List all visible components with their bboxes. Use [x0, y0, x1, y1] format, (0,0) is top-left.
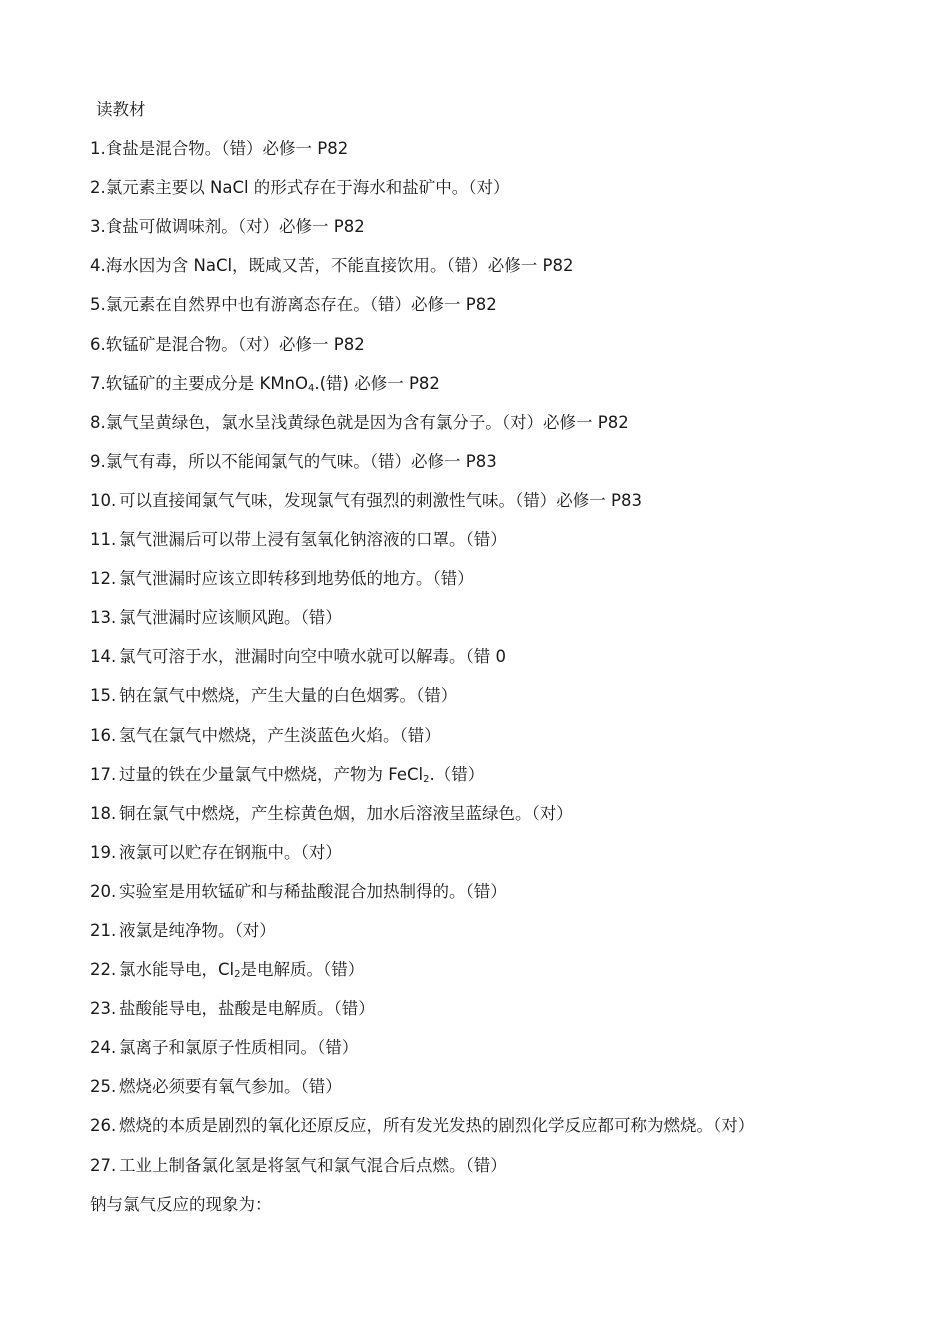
list-item: [90, 917, 910, 956]
item-text: 燃烧必须要有氧气参加。（错）: [119, 1077, 342, 1097]
list-item: [90, 761, 910, 800]
item-text: 氯气泄漏后可以带上浸有氢氧化钠溶液的口罩。（错）: [119, 530, 507, 550]
item-number: 9.: [90, 451, 106, 471]
item-text: 实验室是用软锰矿和与稀盐酸混合加热制得的。（错）: [119, 881, 507, 901]
item-text: 氯气可溶于水，泄漏时向空中喷水就可以解毒。（错 0: [119, 647, 506, 667]
item-number: 26.: [90, 1116, 117, 1136]
list-item: [90, 409, 910, 448]
section-heading: 读教材: [96, 100, 146, 119]
list-item: [90, 682, 910, 721]
item-number: 24.: [90, 1038, 117, 1058]
item-text-pre: 软锰矿的主要成分是 KMnO: [105, 373, 308, 393]
item-text-pre: 氯水能导电，Cl: [119, 960, 235, 980]
item-text: 液氯可以贮存在钢瓶中。（对）: [119, 842, 342, 862]
item-number: 16.: [90, 725, 117, 745]
item-text: 食盐可做调味剂。（对）必修一 P82: [105, 217, 365, 237]
list-item: [90, 487, 910, 526]
item-text-pre: 过量的铁在少量氯气中燃烧，产物为 FeCl: [119, 764, 424, 784]
list-item: [90, 213, 910, 252]
item-number: 8.: [90, 412, 106, 432]
item-text: 氯气有毒，所以不能闻氯气的气味。（错）必修一 P83: [105, 451, 497, 471]
item-number: 27.: [90, 1155, 117, 1175]
item-text-post: .（错）: [429, 764, 485, 784]
item-number: 11.: [90, 530, 117, 550]
item-text: 液氯是纯净物。（对）: [119, 920, 276, 940]
list-item: [90, 565, 910, 604]
item-number: 10.: [90, 490, 117, 510]
list-item: [90, 956, 910, 995]
item-text: 铜在氯气中燃烧，产生棕黄色烟，加水后溶液呈蓝绿色。（对）: [119, 803, 573, 823]
list-item: [90, 722, 910, 761]
item-number: 18.: [90, 803, 117, 823]
item-number: 22.: [90, 960, 117, 980]
list-item: [90, 604, 910, 643]
footer-text: 钠与氯气反应的现象为：: [90, 1194, 272, 1214]
item-number: 21.: [90, 920, 117, 940]
list-item: [90, 526, 910, 565]
item-text: 可以直接闻氯气气味，发现氯气有强烈的刺激性气味。（错）必修一 P83: [119, 490, 642, 510]
list-item: [90, 839, 910, 878]
list-item: [90, 252, 910, 291]
item-number: 6.: [90, 334, 106, 354]
item-number: 14.: [90, 647, 117, 667]
item-text-post: .(错) 必修一 P82: [314, 373, 440, 393]
list-item: [90, 1034, 910, 1073]
item-text: 氯气呈黄绿色，氯水呈浅黄绿色就是因为含有氯分子。（对）必修一 P82: [105, 412, 629, 432]
item-number: 2.: [90, 178, 106, 198]
list-item: [90, 995, 910, 1034]
item-number: 1.: [90, 139, 106, 159]
item-text: 工业上制备氯化氢是将氢气和氯气混合后点燃。（错）: [119, 1155, 507, 1175]
item-text: 海水因为含 NaCl，既咸又苦，不能直接饮用。（错）必修一 P82: [105, 256, 574, 276]
item-text: 食盐是混合物。（错）必修一 P82: [105, 139, 349, 159]
list-item: [90, 800, 910, 839]
list-item: [90, 135, 910, 174]
item-text: 钠在氯气中燃烧，产生大量的白色烟雾。（错）: [119, 686, 458, 706]
item-number: 19.: [90, 842, 117, 862]
item-text: 氯元素主要以 NaCl 的形式存在于海水和盐矿中。（对）: [105, 178, 510, 198]
list-item: [90, 1073, 910, 1112]
item-subscript: 2: [423, 773, 430, 785]
item-subscript: 2: [234, 969, 241, 981]
item-text: 氯气泄漏时应该立即转移到地势低的地方。（错）: [119, 569, 474, 589]
item-number: 20.: [90, 881, 117, 901]
item-number: 7.: [90, 373, 106, 393]
item-text: 氯元素在自然界中也有游离态存在。（错）必修一 P82: [105, 295, 497, 315]
item-text: 氢气在氯气中燃烧，产生淡蓝色火焰。（错）: [119, 725, 441, 745]
list-item: [90, 291, 910, 330]
item-number: 5.: [90, 295, 106, 315]
item-number: 4.: [90, 256, 106, 276]
list-item: [90, 643, 910, 682]
list-item: [90, 331, 910, 370]
list-item: [90, 370, 910, 409]
item-text-post: 是电解质。（错）: [240, 960, 365, 980]
list-item: [90, 174, 910, 213]
item-text: 氯气泄漏时应该顺风跑。（错）: [119, 608, 342, 628]
item-number: 13.: [90, 608, 117, 628]
item-text: 燃烧的本质是剧烈的氧化还原反应，所有发光发热的剧烈化学反应都可称为燃烧。（对）: [119, 1116, 755, 1136]
list-item: [90, 448, 910, 487]
item-number: 17.: [90, 764, 117, 784]
list-item: [90, 1112, 910, 1151]
item-text: 盐酸能导电，盐酸是电解质。（错）: [119, 999, 375, 1019]
item-number: 23.: [90, 999, 117, 1019]
item-number: 15.: [90, 686, 117, 706]
item-number: 25.: [90, 1077, 117, 1097]
document-content: [90, 96, 910, 1230]
list-item: [90, 878, 910, 917]
item-subscript: 4: [308, 382, 315, 394]
item-text: 软锰矿是混合物。（对）必修一 P82: [105, 334, 365, 354]
list-item: [90, 1152, 910, 1191]
item-text: 氯离子和氯原子性质相同。（错）: [119, 1038, 359, 1058]
item-number: 12.: [90, 569, 117, 589]
item-number: 3.: [90, 217, 106, 237]
